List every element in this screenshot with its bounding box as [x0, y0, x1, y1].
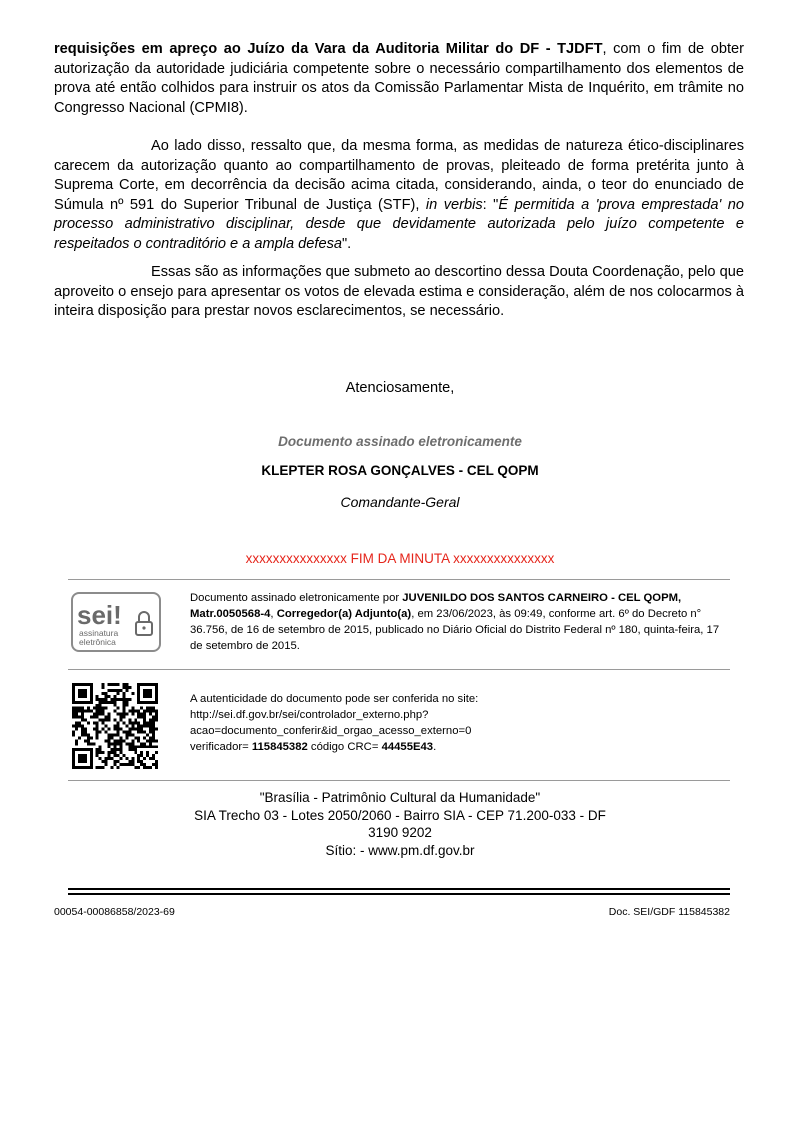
paragraph-2-part1: Ao lado disso, ressalto que, da mesma forma, as medidas de natureza ético-disciplinares carecem da autorização quanto ao compartilhamento de provas, pleiteado de forma pretérita junto à Suprema Corte, em decorrência da decisão acima citada, considerando, ainda, o teor do enunciado de Súmula nº 591 do Superior Tribunal de Justiça (STF),	[54, 138, 744, 213]
paragraph-1-rest: , com o fim de obter autorização da autoridade judiciária competente sobre o necessário compartilhamento dos elementos de prova até então colhidos para instruir os atos da Comissão Parlamentar Mista de Inquérito, em trâmite no Congresso Nacional (CPMI8).	[54, 41, 744, 116]
paragraph-2-part3: ".	[342, 235, 352, 252]
auth-end: .	[433, 741, 437, 753]
authenticity-info	[190, 691, 730, 755]
signature-prefix: Documento assinado eletronicamente por	[190, 592, 403, 604]
paragraph-2-part2: : "	[482, 196, 499, 213]
verifier-label: verificador=	[190, 741, 252, 753]
paragraph-requests	[54, 40, 744, 118]
crc-code: 44455E43	[381, 741, 434, 753]
end-of-draft-mark: xxxxxxxxxxxxxxx FIM DA MINUTA xxxxxxxxxxxxxxx	[245, 551, 555, 566]
seal-logo: sei!	[77, 600, 122, 630]
auth-line1: A autenticidade do documento pode ser conferida no site:	[190, 693, 479, 705]
divider	[68, 669, 730, 670]
crc-label: código CRC=	[307, 741, 382, 753]
verifier-code: 115845382	[251, 741, 308, 753]
divider	[68, 579, 730, 580]
process-number: 00054-00086858/2023-69	[54, 906, 175, 918]
signature-sep: ,	[270, 608, 277, 620]
divider	[68, 780, 730, 781]
court-request-bold: requisições em apreço ao Juízo da Vara da Auditoria Militar do DF - TJDFT	[54, 41, 603, 57]
signatory-role: Corregedor(a) Adjunto(a)	[276, 608, 412, 620]
paragraph-final: Essas são as informações que submeto ao descortino dessa Douta Coordenação, pelo que aproveito o ensejo para apresentar os votos de elevada estima e consideração, além de nos colocarmos à inteira disposição para prestar novos esclarecimentos, se necessário.	[54, 264, 744, 319]
signed-label: Documento assinado eletronicamente	[278, 434, 522, 449]
signatory-name: JUVENILDO DOS SANTOS CARNEIRO - CEL QOPM, Matr.0050568-4	[190, 592, 682, 620]
signer-name: KLEPTER ROSA GONÇALVES - CEL QOPM	[261, 463, 539, 478]
paragraph-ethics	[54, 137, 744, 254]
seal-line1: assinatura	[79, 628, 119, 638]
auth-url-line2[interactable]: acao=documento_conferir&id_orgao_acesso_externo=0	[190, 725, 472, 737]
footer-phone: 3190 9202	[368, 825, 432, 840]
signature-rest: , em 23/06/2023, às 09:49, conforme art. 6º do Decreto n° 36.756, de 16 de setembro de 2015, publicado no Diário Oficial do Distrito Federal nº 180, quinta-feira, 17 de setembro de 2015.	[190, 608, 720, 652]
double-rule-bottom	[68, 893, 730, 895]
sumula-quote: É permitida a 'prova emprestada' no processo administrativo disciplinar, desde que devidamente autorizada pelo juízo competente e respeitados o contraditório e a ampla defesa	[54, 196, 744, 252]
qr-code-icon	[72, 683, 158, 769]
footer-motto: "Brasília - Patrimônio Cultural da Humanidade"	[259, 790, 541, 805]
footer-address-line: SIA Trecho 03 - Lotes 2050/2060 - Bairro SIA - CEP 71.200-033 - DF	[194, 807, 606, 823]
seal-line2: eletrônica	[79, 637, 116, 647]
doc-reference: Doc. SEI/GDF 115845382	[608, 906, 730, 918]
closing: Atenciosamente,	[345, 380, 455, 396]
in-verbis: in verbis	[425, 196, 483, 213]
electronic-signature-info	[190, 590, 730, 654]
footer-address	[0, 789, 800, 859]
signer-role: Comandante-Geral	[340, 494, 460, 510]
sei-signature-seal-icon	[71, 592, 161, 652]
auth-url-line1[interactable]: http://sei.df.gov.br/sei/controlador_externo.php?	[190, 709, 429, 721]
double-rule-top	[68, 888, 730, 890]
footer-website[interactable]: Sítio: - www.pm.df.gov.br	[325, 842, 475, 858]
